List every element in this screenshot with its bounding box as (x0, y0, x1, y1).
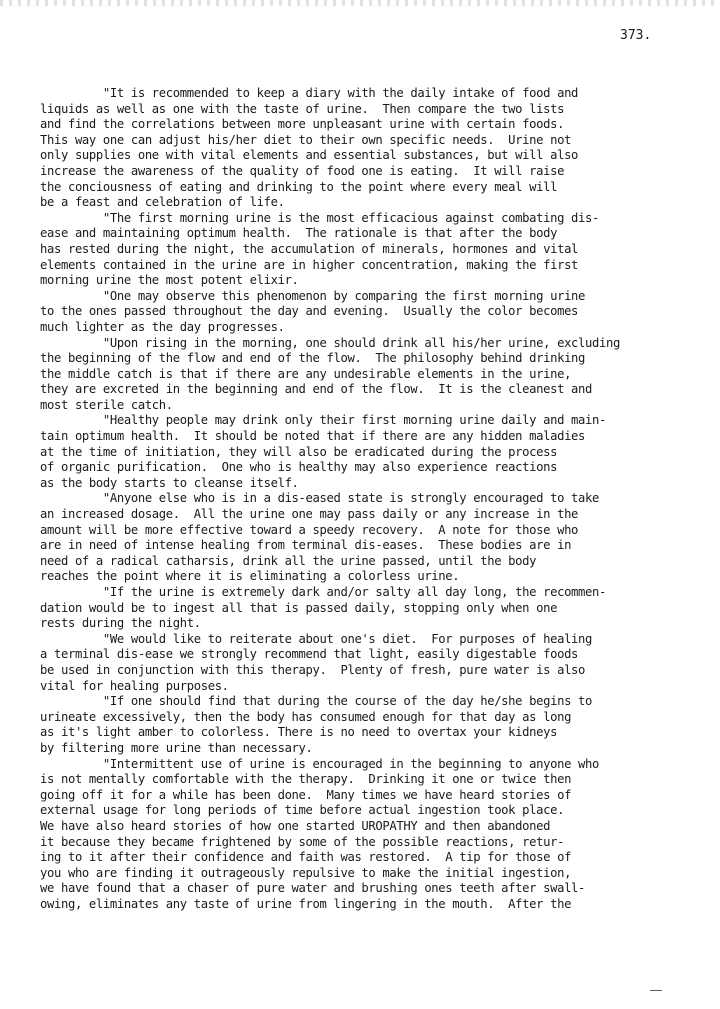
text-line: as it's light amber to colorless. There is no need to overtax your kidneys (40, 725, 558, 740)
text-line: "Intermittent use of urine is encouraged in the beginning to anyone who (40, 756, 600, 771)
text-line: rests during the night. (40, 616, 201, 631)
text-line: elements contained in the urine are in higher concentration, making the first (40, 257, 579, 272)
text-line: are in need of intense healing from terminal dis-eases. These bodies are in (40, 538, 572, 553)
text-line: a terminal dis-ease we strongly recommend that light, easily digestable foods (40, 647, 579, 662)
text-line: they are excreted in the beginning and end of the flow. It is the cleanest and (40, 382, 593, 397)
text-line: "The first morning urine is the most efficacious against combating dis- (40, 210, 600, 225)
text-line: "We would like to reiterate about one's diet. For purposes of healing (40, 631, 593, 646)
body-text (40, 86, 680, 912)
text-line: owing, eliminates any taste of urine from lingering in the mouth. After the (40, 896, 572, 911)
text-line: is not mentally comfortable with the therapy. Drinking it one or twice then (40, 772, 572, 787)
text-line: urineate excessively, then the body has consumed enough for that day as long (40, 709, 572, 724)
text-line: "One may observe this phenomenon by comparing the first morning urine (40, 288, 586, 303)
text-line: an increased dosage. All the urine one may pass daily or any increase in the (40, 507, 579, 522)
text-line: much lighter as the day progresses. (40, 319, 285, 334)
text-line: This way one can adjust his/her diet to their own specific needs. Urine not (40, 132, 572, 147)
text-line: and find the correlations between more unpleasant urine with certain foods. (40, 117, 565, 132)
text-line: reaches the point where it is eliminating a colorless urine. (40, 569, 460, 584)
text-line: need of a radical catharsis, drink all the urine passed, until the body (40, 553, 537, 568)
text-line: amount will be more effective toward a speedy recovery. A note for those who (40, 522, 579, 537)
text-line: the conciousness of eating and drinking to the point where every meal will (40, 179, 558, 194)
text-line: as the body starts to cleanse itself. (40, 475, 299, 490)
text-line: the beginning of the flow and end of the flow. The philosophy behind drinking (40, 351, 586, 366)
text-line: "Upon rising in the morning, one should drink all his/her urine, excluding (40, 335, 620, 350)
text-line: ing to it after their confidence and faith was restored. A tip for those of (40, 850, 572, 865)
text-line: ease and maintaining optimum health. The rationale is that after the body (40, 226, 558, 241)
text-line: increase the awareness of the quality of food one is eating. It will raise (40, 163, 565, 178)
text-line: "It is recommended to keep a diary with the daily intake of food and (40, 86, 579, 100)
text-line: of organic purification. One who is healthy may also experience reactions (40, 460, 558, 475)
text-line: only supplies one with vital elements and essential substances, but will also (40, 148, 579, 163)
text-line: be a feast and celebration of life. (40, 195, 285, 210)
text-line: going off it for a while has been done. Many times we have heard stories of (40, 787, 572, 802)
text-line: We have also heard stories of how one started UROPATHY and then abandoned (40, 818, 551, 833)
text-line: to the ones passed throughout the day and evening. Usually the color becomes (40, 304, 579, 319)
text-line: external usage for long periods of time before actual ingestion took place. (40, 803, 565, 818)
text-line: "Healthy people may drink only their first morning urine daily and main- (40, 413, 606, 428)
text-line: dation would be to ingest all that is passed daily, stopping only when one (40, 600, 558, 615)
text-line: we have found that a chaser of pure water and brushing ones teeth after swall- (40, 881, 586, 896)
text-line: vital for healing purposes. (40, 678, 229, 693)
text-line: morning urine the most potent elixir. (40, 273, 299, 288)
text-line: "Anyone else who is in a dis-eased state is strongly encouraged to take (40, 491, 600, 506)
text-line: you who are finding it outrageously repulsive to make the initial ingestion, (40, 865, 572, 880)
text-line: most sterile catch. (40, 397, 173, 412)
text-line: "If the urine is extremely dark and/or salty all day long, the recommen- (40, 585, 606, 599)
text-line: liquids as well as one with the taste of urine. Then compare the two lists (40, 101, 565, 116)
text-line: at the time of initiation, they will also be eradicated during the process (40, 444, 558, 459)
text-line: the middle catch is that if there are any undesirable elements in the urine, (40, 366, 572, 381)
text-line: "If one should find that during the course of the day he/she begins to (40, 694, 593, 709)
scan-mark (650, 990, 662, 991)
text-line: it because they became frightened by some of the possible reactions, retur- (40, 834, 565, 849)
text-line: by filtering more urine than necessary. (40, 740, 313, 755)
text-line: tain optimum health. It should be noted that if there are any hidden maladies (40, 429, 586, 444)
text-line: be used in conjunction with this therapy. Plenty of fresh, pure water is also (40, 662, 586, 677)
scan-edge-artifact (0, 0, 720, 6)
text-line: has rested during the night, the accumulation of minerals, hormones and vital (40, 241, 579, 256)
page-number: 373. (620, 28, 652, 43)
